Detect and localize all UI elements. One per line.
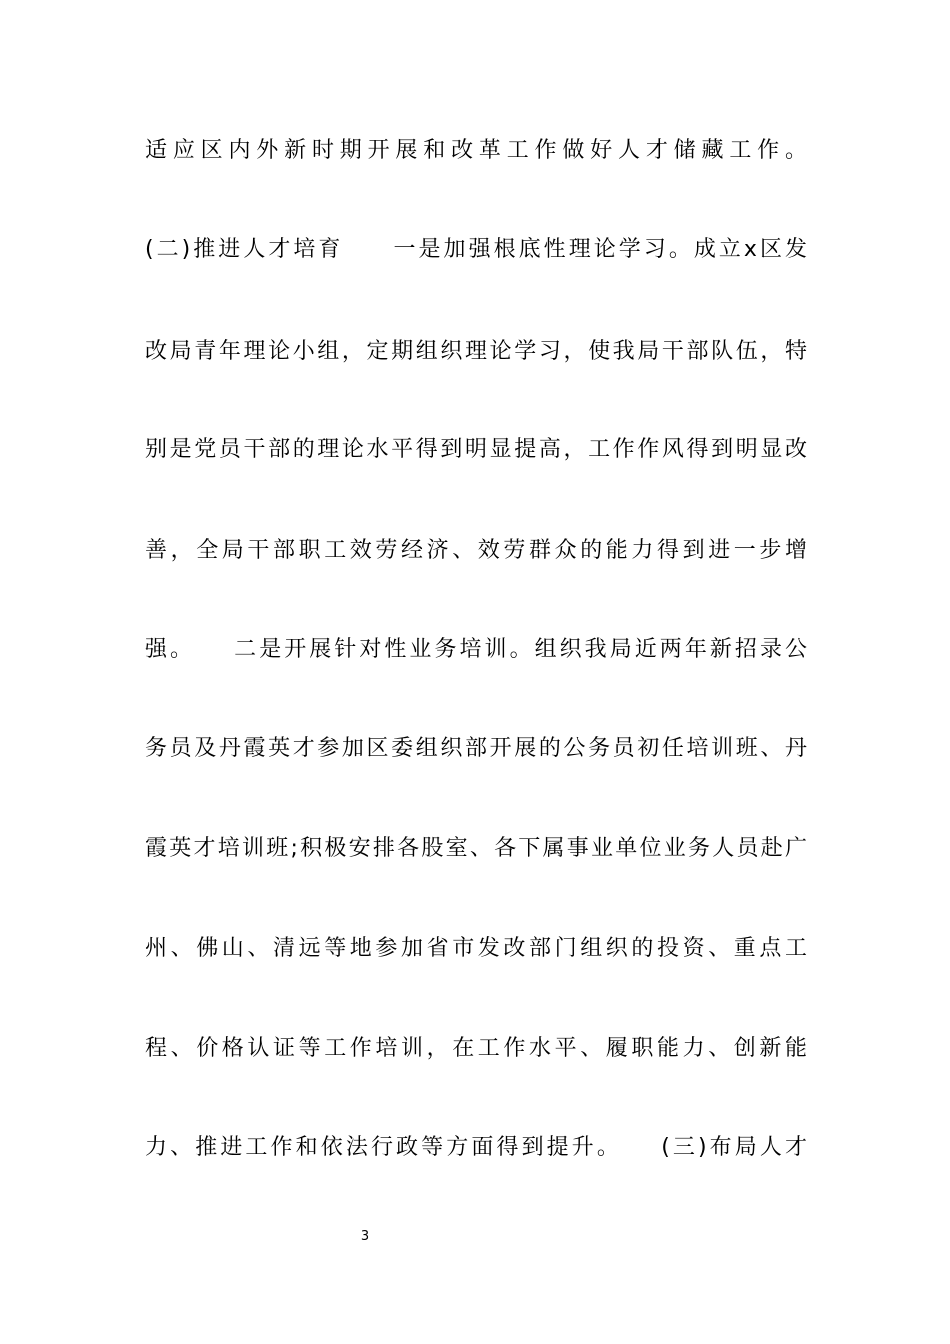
body-text-line: 改局青年理论小组，定期组织理论学习，使我局干部队伍，特 [145,339,807,364]
body-text-line: 程、价格认证等工作培训，在工作水平、履职能力、创新能 [145,1036,807,1061]
body-text-line: 州、佛山、清远等地参加省市发改部门组织的投资、重点工 [145,936,807,961]
body-text-line: 适应区内外新时期开展和改革工作做好人才储藏工作。 [145,138,807,163]
body-text-line: 强。 二是开展针对性业务培训。组织我局近两年新招录公 [145,637,807,662]
body-text-line: 力、推进工作和依法行政等方面得到提升。 (三)布局人才 [145,1135,807,1160]
body-text-line: 善，全局干部职工效劳经济、效劳群众的能力得到进一步增 [145,538,807,563]
body-text-line: 别是党员干部的理论水平得到明显提高，工作作风得到明显改 [145,437,807,462]
body-text-line: 务员及丹霞英才参加区委组织部开展的公务员初任培训班、丹 [145,736,807,761]
body-text-line: 霞英才培训班;积极安排各股室、各下属事业单位业务人员赴广 [145,836,807,861]
body-text-line: (二)推进人才培育 一是加强根底性理论学习。成立x区发 [145,237,807,262]
page-number: 3 [360,1229,370,1244]
